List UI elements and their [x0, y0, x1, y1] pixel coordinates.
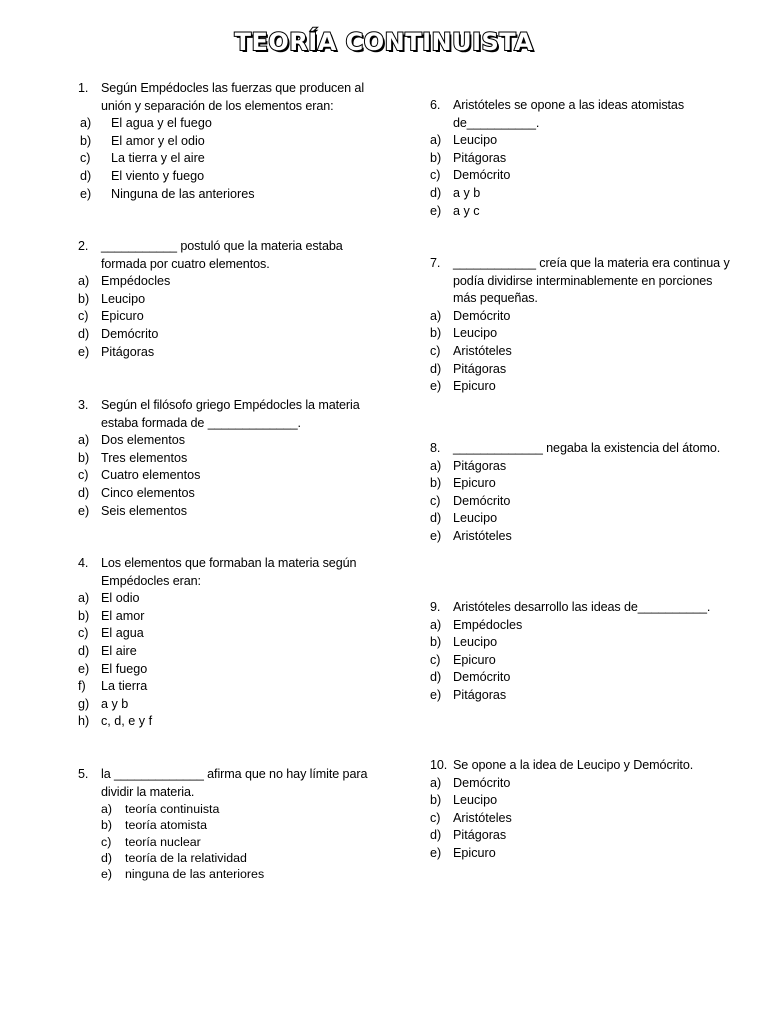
option-text: Empédocles [101, 274, 171, 289]
option-list [78, 115, 378, 203]
option-item [78, 625, 378, 643]
option-text: El agua [101, 626, 144, 641]
option-item [78, 344, 378, 362]
option-letter: d) [78, 643, 90, 658]
option-text: teoría nuclear [125, 834, 201, 849]
option-text: Epicuro [453, 476, 496, 491]
option-text: Leucipo [453, 511, 498, 526]
option-text: Epicuro [453, 652, 496, 667]
question-number: 7. [430, 256, 441, 270]
option-item [430, 775, 730, 793]
question-number: 10. [430, 758, 448, 772]
option-letter: b) [430, 793, 442, 808]
option-item [430, 343, 730, 361]
option-item [430, 378, 730, 396]
option-text: teoría atomista [125, 818, 207, 833]
option-letter: a) [78, 433, 90, 448]
question-text: Aristóteles se opone a las ideas atomistas de__________. [453, 98, 685, 130]
question-text: Aristóteles desarrollo las ideas de__________. [453, 600, 711, 614]
option-item [78, 273, 378, 291]
option-text: El amor [101, 608, 145, 623]
option-letter: g) [78, 696, 90, 711]
option-text: Demócrito [453, 168, 511, 183]
question-5 [78, 766, 378, 882]
option-text: Leucipo [453, 793, 498, 808]
option-list [430, 458, 730, 546]
option-item [78, 186, 378, 204]
question-text: la _____________ afirma que no hay límite para dividir la materia. [101, 767, 368, 799]
option-text: Leucipo [453, 635, 498, 650]
option-text: El viento y fuego [111, 168, 205, 183]
question-8 [430, 440, 730, 546]
option-letter: h) [78, 714, 90, 729]
option-text: Epicuro [453, 379, 496, 394]
option-text: Seis elementos [101, 503, 188, 518]
option-letter: b) [430, 476, 442, 491]
question-number: 2. [78, 239, 89, 253]
question-text: ___________ postuló que la materia estaba formada por cuatro elementos. [101, 239, 343, 271]
option-item [430, 687, 730, 705]
option-letter: b) [101, 818, 113, 833]
option-text: El aire [101, 643, 137, 658]
question-number: 4. [78, 556, 89, 570]
option-text: Leucipo [453, 133, 498, 148]
option-letter: e) [430, 379, 442, 394]
option-item [101, 850, 378, 866]
option-letter: e) [430, 203, 442, 218]
option-text: Pitágoras [453, 687, 507, 702]
option-list [430, 617, 730, 705]
option-item [78, 696, 378, 714]
option-text: Pitágoras [453, 150, 507, 165]
option-letter: e) [101, 867, 113, 881]
option-item [101, 866, 378, 882]
option-letter: a) [430, 133, 442, 148]
option-letter: c) [430, 810, 441, 825]
option-list [430, 132, 730, 220]
option-item [78, 643, 378, 661]
option-letter: d) [101, 850, 113, 865]
option-text: Leucipo [101, 291, 146, 306]
option-text: teoría continuista [125, 802, 220, 817]
option-letter: a) [101, 802, 113, 817]
option-text: Tres elementos [101, 450, 188, 465]
option-text: Ninguna de las anteriores [111, 186, 255, 201]
option-letter: a) [80, 116, 92, 131]
option-text: Aristóteles [453, 528, 512, 543]
option-letter: c) [430, 652, 441, 667]
option-letter: d) [78, 485, 90, 500]
option-item [78, 590, 378, 608]
option-text: Pitágoras [453, 828, 507, 843]
option-text: Empédocles [453, 617, 523, 632]
question-7 [430, 255, 730, 396]
option-letter: b) [78, 450, 90, 465]
option-text: La tierra y el aire [111, 151, 205, 166]
option-letter: e) [430, 687, 442, 702]
option-letter: a) [78, 591, 90, 606]
question-10 [430, 757, 730, 863]
option-text: Demócrito [453, 493, 511, 508]
option-item [430, 792, 730, 810]
option-item [78, 133, 378, 151]
option-list [430, 308, 730, 396]
option-letter: c) [78, 309, 89, 324]
option-text: La tierra [101, 679, 148, 694]
option-text: Cinco elementos [101, 485, 195, 500]
option-text: Pitágoras [453, 361, 507, 376]
option-letter: f) [78, 679, 86, 694]
option-letter: e) [78, 661, 90, 676]
option-letter: b) [78, 608, 90, 623]
option-letter: d) [430, 828, 442, 843]
option-letter: a) [430, 617, 442, 632]
option-text: Leucipo [453, 326, 498, 341]
option-item [430, 185, 730, 203]
option-text: teoría de la relatividad [125, 850, 247, 865]
option-letter: d) [430, 185, 442, 200]
option-letter: b) [80, 133, 92, 148]
option-letter: e) [80, 186, 92, 201]
option-text: Cuatro elementos [101, 468, 201, 483]
option-letter: d) [430, 361, 442, 376]
option-text: Dos elementos [101, 433, 185, 448]
option-letter: d) [430, 670, 442, 685]
option-letter: c) [430, 168, 441, 183]
option-item [430, 150, 730, 168]
option-text: Demócrito [101, 326, 159, 341]
option-list [78, 273, 378, 361]
option-letter: e) [78, 503, 90, 518]
option-item [78, 115, 378, 133]
option-item [430, 203, 730, 221]
option-letter: c) [78, 468, 89, 483]
option-letter: d) [80, 168, 92, 183]
option-item [78, 432, 378, 450]
option-item [430, 308, 730, 326]
option-item [78, 467, 378, 485]
question-number: 5. [78, 767, 89, 781]
option-item [430, 827, 730, 845]
option-item [78, 503, 378, 521]
option-item [430, 845, 730, 863]
option-letter: b) [78, 291, 90, 306]
option-item [78, 608, 378, 626]
option-item [430, 458, 730, 476]
option-letter: b) [430, 635, 442, 650]
question-text: _____________ negaba la existencia del átomo. [453, 441, 721, 455]
option-item [430, 617, 730, 635]
option-text: El agua y el fuego [111, 116, 212, 131]
option-text: Demócrito [453, 670, 511, 685]
question-3 [78, 397, 378, 520]
question-text: Los elementos que formaban la materia según Empédocles eran: [101, 556, 357, 588]
option-letter: a) [430, 458, 442, 473]
option-text: ninguna de las anteriores [125, 867, 265, 881]
page-title: TEORÍA CONTINUISTA [234, 28, 534, 56]
option-letter: c) [78, 626, 89, 641]
option-item [430, 167, 730, 185]
option-letter: a) [78, 274, 90, 289]
option-letter: b) [430, 150, 442, 165]
option-list [78, 432, 378, 520]
option-item [430, 669, 730, 687]
option-item [430, 475, 730, 493]
option-text: Epicuro [453, 845, 496, 860]
option-item [430, 810, 730, 828]
option-letter: d) [78, 326, 90, 341]
option-item [430, 652, 730, 670]
option-text: a y b [101, 696, 129, 711]
question-text: ____________ creía que la materia era continua y podía dividirse interminablemente en porciones más pequeñas. [453, 256, 730, 306]
option-text: El amor y el odio [111, 133, 205, 148]
question-text: Según Empédocles las fuerzas que producen al unión y separación de los elementos eran: [101, 81, 365, 113]
option-letter: b) [430, 326, 442, 341]
option-item [101, 834, 378, 850]
question-text: Según el filósofo griego Empédocles la materia estaba formada de _____________. [101, 398, 360, 430]
question-6 [430, 97, 730, 220]
question-1 [78, 80, 378, 203]
option-item [78, 308, 378, 326]
option-item [430, 634, 730, 652]
option-item [78, 450, 378, 468]
option-letter: d) [430, 511, 442, 526]
question-number: 9. [430, 600, 441, 614]
option-item [430, 510, 730, 528]
option-item [78, 678, 378, 696]
option-text: Pitágoras [453, 458, 507, 473]
option-text: Epicuro [101, 309, 144, 324]
option-item [430, 361, 730, 379]
option-text: c, d, e y f [101, 714, 153, 729]
option-list [430, 775, 730, 863]
option-letter: c) [430, 343, 441, 358]
option-text: a y c [453, 203, 480, 218]
option-text: Demócrito [453, 308, 511, 323]
question-2 [78, 238, 378, 361]
option-item [78, 713, 378, 731]
option-item [78, 326, 378, 344]
option-letter: e) [430, 528, 442, 543]
option-item [430, 528, 730, 546]
option-text: Demócrito [453, 775, 511, 790]
option-item [430, 132, 730, 150]
option-item [101, 801, 378, 817]
question-number: 8. [430, 441, 441, 455]
option-text: a y b [453, 185, 481, 200]
option-item [78, 661, 378, 679]
option-item [78, 291, 378, 309]
question-4 [78, 555, 378, 731]
option-letter: e) [78, 344, 90, 359]
option-letter: a) [430, 308, 442, 323]
option-item [430, 325, 730, 343]
option-item [101, 817, 378, 833]
option-text: El fuego [101, 661, 148, 676]
option-text: Aristóteles [453, 810, 512, 825]
option-text: Aristóteles [453, 343, 512, 358]
question-9 [430, 599, 730, 705]
option-letter: e) [430, 845, 442, 860]
option-letter: c) [80, 151, 91, 166]
question-text: Se opone a la idea de Leucipo y Demócrito. [453, 758, 694, 772]
question-number: 6. [430, 98, 441, 112]
option-item [78, 150, 378, 168]
option-item [430, 493, 730, 511]
option-list [78, 801, 378, 882]
option-item [78, 485, 378, 503]
option-letter: a) [430, 775, 442, 790]
option-text: Pitágoras [101, 344, 155, 359]
option-letter: c) [101, 834, 112, 849]
question-number: 1. [78, 81, 89, 95]
option-text: El odio [101, 591, 140, 606]
option-letter: c) [430, 493, 441, 508]
question-number: 3. [78, 398, 89, 412]
option-list [78, 590, 378, 731]
option-item [78, 168, 378, 186]
